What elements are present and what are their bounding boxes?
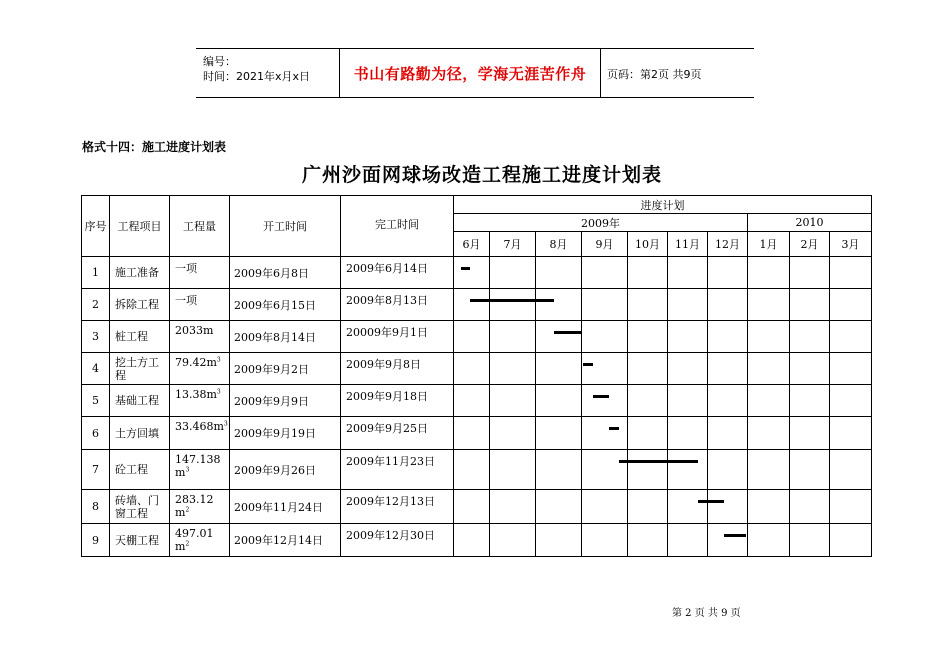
month-cell	[708, 490, 748, 524]
table-row	[82, 257, 872, 289]
month-cell	[536, 353, 582, 385]
month-cell	[708, 257, 748, 289]
start-cell: 2009年9月19日	[230, 417, 341, 450]
item-cell: 施工准备	[110, 257, 170, 289]
qty-cell: 一项	[170, 289, 230, 321]
month-cell	[454, 524, 490, 557]
end-cell: 2009年9月8日	[341, 353, 454, 385]
month-cell	[830, 417, 872, 450]
page-title: 广州沙面网球场改造工程施工进度计划表	[301, 164, 662, 186]
seq-cell: 4	[82, 353, 110, 385]
month-cell	[454, 353, 490, 385]
month-cell	[490, 490, 536, 524]
month-cell	[830, 257, 872, 289]
month-cell	[790, 321, 830, 353]
seq-cell: 3	[82, 321, 110, 353]
month-header: 6月	[454, 232, 490, 257]
month-cell	[536, 321, 582, 353]
qty-cell: 497.01 $m^2$	[170, 524, 230, 557]
month-cell	[748, 257, 790, 289]
month-cell	[454, 321, 490, 353]
item-cell: 挖土方工程	[110, 353, 170, 385]
month-cell	[454, 385, 490, 417]
month-cell	[668, 289, 708, 321]
month-cell	[830, 524, 872, 557]
month-cell	[628, 289, 668, 321]
month-cell	[536, 524, 582, 557]
start-cell: 2009年12月14日	[230, 524, 341, 557]
month-cell	[582, 289, 628, 321]
qty-unit-superscript: 3	[216, 356, 221, 364]
document-header	[196, 48, 754, 98]
month-cell	[628, 524, 668, 557]
month-cell	[748, 289, 790, 321]
month-cell	[668, 450, 708, 490]
month-cell	[536, 450, 582, 490]
header-item: 工程项目	[110, 196, 170, 257]
month-cell	[582, 450, 628, 490]
month-cell	[582, 417, 628, 450]
month-cell	[628, 353, 668, 385]
month-cell	[830, 490, 872, 524]
month-cell	[748, 321, 790, 353]
table-row	[82, 417, 872, 450]
qty-cell: 283.12 $m^2$	[170, 490, 230, 524]
month-header: 10月	[628, 232, 668, 257]
month-cell	[490, 321, 536, 353]
month-cell	[830, 385, 872, 417]
month-cell	[454, 289, 490, 321]
month-cell	[748, 490, 790, 524]
seq-cell: 9	[82, 524, 110, 557]
month-cell	[536, 417, 582, 450]
month-header: 9月	[582, 232, 628, 257]
end-cell: 2009年12月30日	[341, 524, 454, 557]
seq-cell: 5	[82, 385, 110, 417]
header-seq: 序号	[82, 196, 110, 257]
month-cell	[790, 524, 830, 557]
seq-cell: 8	[82, 490, 110, 524]
month-cell	[708, 353, 748, 385]
month-cell	[582, 257, 628, 289]
month-cell	[536, 385, 582, 417]
month-cell	[668, 385, 708, 417]
month-cell	[790, 450, 830, 490]
qty-cell: 一项	[170, 257, 230, 289]
start-cell: 2009年9月26日	[230, 450, 341, 490]
format-heading: 格式十四：施工进度计划表	[82, 140, 227, 154]
month-cell	[628, 321, 668, 353]
header-progress: 进度计划	[454, 196, 872, 214]
month-cell	[790, 353, 830, 385]
table-row	[82, 490, 872, 524]
month-cell	[708, 289, 748, 321]
end-cell: 20009年9月1日	[341, 321, 454, 353]
table-row	[82, 385, 872, 417]
motto-text: 书山有路勤为径，学海无涯苦作舟	[353, 65, 587, 83]
month-cell	[628, 450, 668, 490]
month-cell	[668, 257, 708, 289]
qty-unit-superscript: 3	[185, 466, 190, 474]
month-cell	[668, 321, 708, 353]
start-cell: 2009年8月14日	[230, 321, 341, 353]
start-cell: 2009年11月24日	[230, 490, 341, 524]
end-cell: 2009年9月18日	[341, 385, 454, 417]
seq-cell: 7	[82, 450, 110, 490]
item-cell: 基础工程	[110, 385, 170, 417]
page-label: 页码：第2页 共9页	[607, 68, 702, 81]
header-qty: 工程量	[170, 196, 230, 257]
qty-unit-superscript: 3	[216, 388, 221, 396]
month-cell	[830, 450, 872, 490]
table-row	[82, 524, 872, 557]
month-cell	[490, 257, 536, 289]
qty-unit-superscript: 3	[223, 420, 228, 428]
month-header: 8月	[536, 232, 582, 257]
month-cell	[748, 353, 790, 385]
month-header: 1月	[748, 232, 790, 257]
month-cell	[628, 257, 668, 289]
month-cell	[536, 257, 582, 289]
table-row	[82, 321, 872, 353]
year-2009-header: 2009年	[454, 214, 748, 232]
month-cell	[748, 524, 790, 557]
month-cell	[490, 524, 536, 557]
end-cell: 2009年12月13日	[341, 490, 454, 524]
month-cell	[708, 321, 748, 353]
month-header: 3月	[830, 232, 872, 257]
item-cell: 砼工程	[110, 450, 170, 490]
qty-cell: 147.138 $m^3$	[170, 450, 230, 490]
page-footer: 第 2 页 共 9 页	[672, 608, 741, 619]
month-cell	[748, 417, 790, 450]
month-cell	[708, 524, 748, 557]
qty-unit-superscript: 2	[185, 540, 190, 548]
qty-cell: $79.42m^3$	[170, 353, 230, 385]
header-end: 完工时间	[341, 196, 454, 257]
month-cell	[582, 385, 628, 417]
month-cell	[536, 289, 582, 321]
month-cell	[628, 490, 668, 524]
month-cell	[708, 385, 748, 417]
month-header: 12月	[708, 232, 748, 257]
month-cell	[454, 417, 490, 450]
start-cell: 2009年9月9日	[230, 385, 341, 417]
year-2010-header: 2010	[748, 214, 872, 232]
month-cell	[790, 385, 830, 417]
item-cell: 天棚工程	[110, 524, 170, 557]
month-cell	[582, 353, 628, 385]
month-header: 11月	[668, 232, 708, 257]
month-cell	[454, 257, 490, 289]
item-cell: 砖墙、门窗工程	[110, 490, 170, 524]
month-cell	[490, 289, 536, 321]
start-cell: 2009年9月2日	[230, 353, 341, 385]
schedule-table	[81, 195, 872, 557]
seq-cell: 1	[82, 257, 110, 289]
qty-cell: $33.468m^3$	[170, 417, 230, 450]
month-cell	[628, 385, 668, 417]
month-cell	[668, 490, 708, 524]
month-cell	[582, 321, 628, 353]
number-label: 编号：	[203, 55, 236, 68]
month-cell	[668, 524, 708, 557]
start-cell: 2009年6月15日	[230, 289, 341, 321]
month-cell	[708, 450, 748, 490]
month-cell	[668, 353, 708, 385]
month-header: 7月	[490, 232, 536, 257]
month-cell	[454, 490, 490, 524]
end-cell: 2009年6月14日	[341, 257, 454, 289]
header-left-cell	[196, 49, 340, 97]
month-cell	[490, 450, 536, 490]
month-cell	[582, 490, 628, 524]
qty-cell: $13.38m^3$	[170, 385, 230, 417]
month-cell	[830, 321, 872, 353]
month-cell	[790, 289, 830, 321]
end-cell: 2009年8月13日	[341, 289, 454, 321]
qty-cell: 2033m	[170, 321, 230, 353]
month-cell	[748, 450, 790, 490]
month-cell	[790, 490, 830, 524]
month-cell	[830, 289, 872, 321]
month-cell	[490, 353, 536, 385]
start-cell: 2009年6月8日	[230, 257, 341, 289]
seq-cell: 6	[82, 417, 110, 450]
seq-cell: 2	[82, 289, 110, 321]
month-cell	[708, 417, 748, 450]
table-row	[82, 450, 872, 490]
item-cell: 土方回填	[110, 417, 170, 450]
month-cell	[454, 450, 490, 490]
header-start: 开工时间	[230, 196, 341, 257]
month-header: 2月	[790, 232, 830, 257]
item-cell: 桩工程	[110, 321, 170, 353]
end-cell: 2009年11月23日	[341, 450, 454, 490]
month-cell	[490, 417, 536, 450]
month-cell	[490, 385, 536, 417]
item-cell: 拆除工程	[110, 289, 170, 321]
month-cell	[628, 417, 668, 450]
month-cell	[536, 490, 582, 524]
table-row	[82, 289, 872, 321]
end-cell: 2009年9月25日	[341, 417, 454, 450]
month-cell	[582, 524, 628, 557]
qty-unit-superscript: 2	[185, 506, 190, 514]
month-cell	[668, 417, 708, 450]
header-right-cell	[601, 49, 754, 97]
month-cell	[790, 257, 830, 289]
header-center-cell	[340, 49, 601, 97]
month-cell	[748, 385, 790, 417]
time-label: 时间：2021年x月x日	[203, 70, 311, 83]
month-cell	[830, 353, 872, 385]
month-cell	[790, 417, 830, 450]
table-row	[82, 353, 872, 385]
